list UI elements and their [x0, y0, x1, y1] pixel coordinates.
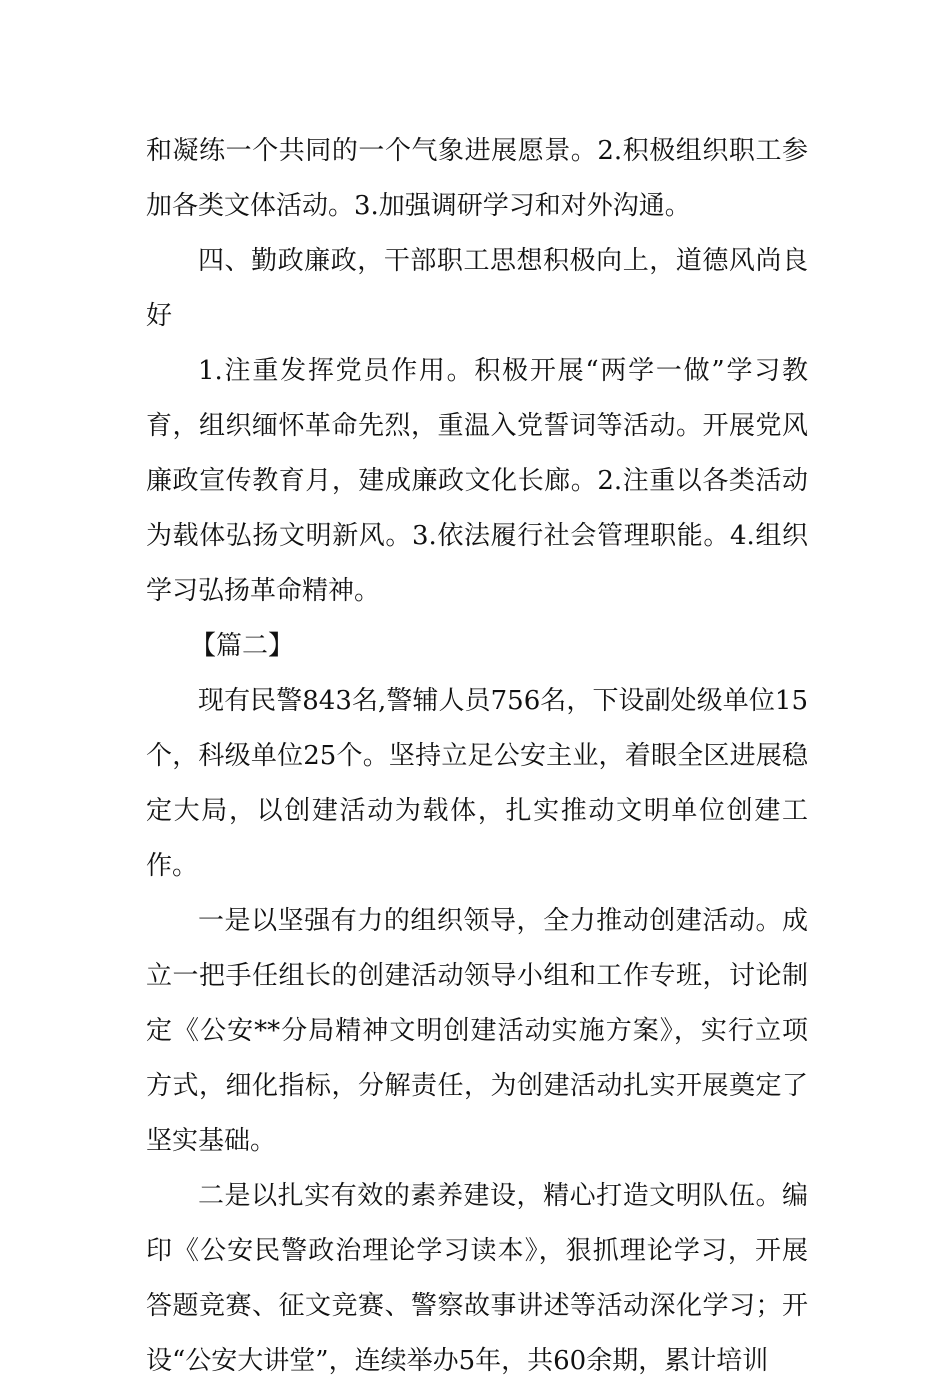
- part-two-label: 【篇二】: [190, 631, 295, 661]
- section-heading-four: 四、勤政廉政，干部职工思想积极向上，道德风尚良好: [146, 246, 808, 331]
- paragraph-organization-leadership: 一是以坚强有力的组织领导，全力推动创建活动。成立一把手任组长的创建活动领导小组和工作专班，讨论制定《公安**分局精神文明创建活动实施方案》，实行立项方式，细化指标，分解责任，为创建活动扎实开展奠定了坚实基础。: [146, 906, 808, 1156]
- paragraph-continuation: 和凝练一个共同的一个气象进展愿景。2.积极组织职工参加各类文体活动。3.加强调研学习和对外沟通。: [146, 136, 808, 221]
- document-body: [146, 124, 808, 1389]
- paragraph-party-members: 1.注重发挥党员作用。积极开展“两学一做”学习教育，组织缅怀革命先烈，重温入党誓词等活动。开展党风廉政宣传教育月，建成廉政文化长廊。2.注重以各类活动为载体弘扬文明新风。3.依法履行社会管理职能。4.组织学习弘扬革命精神。: [146, 356, 808, 606]
- paragraph-quality-building: 二是以扎实有效的素养建设，精心打造文明队伍。编印《公安民警政治理论学习读本》，狠抓理论学习，开展答题竞赛、征文竞赛、警察故事讲述等活动深化学习；开设“公安大讲堂”，连续举办5年，共60余期，累计培训: [146, 1181, 808, 1376]
- paragraph-staff-overview: 现有民警843名,警辅人员756名，下设副处级单位15个，科级单位25个。坚持立足公安主业，着眼全区进展稳定大局，以创建活动为载体，扎实推动文明单位创建工作。: [146, 686, 808, 881]
